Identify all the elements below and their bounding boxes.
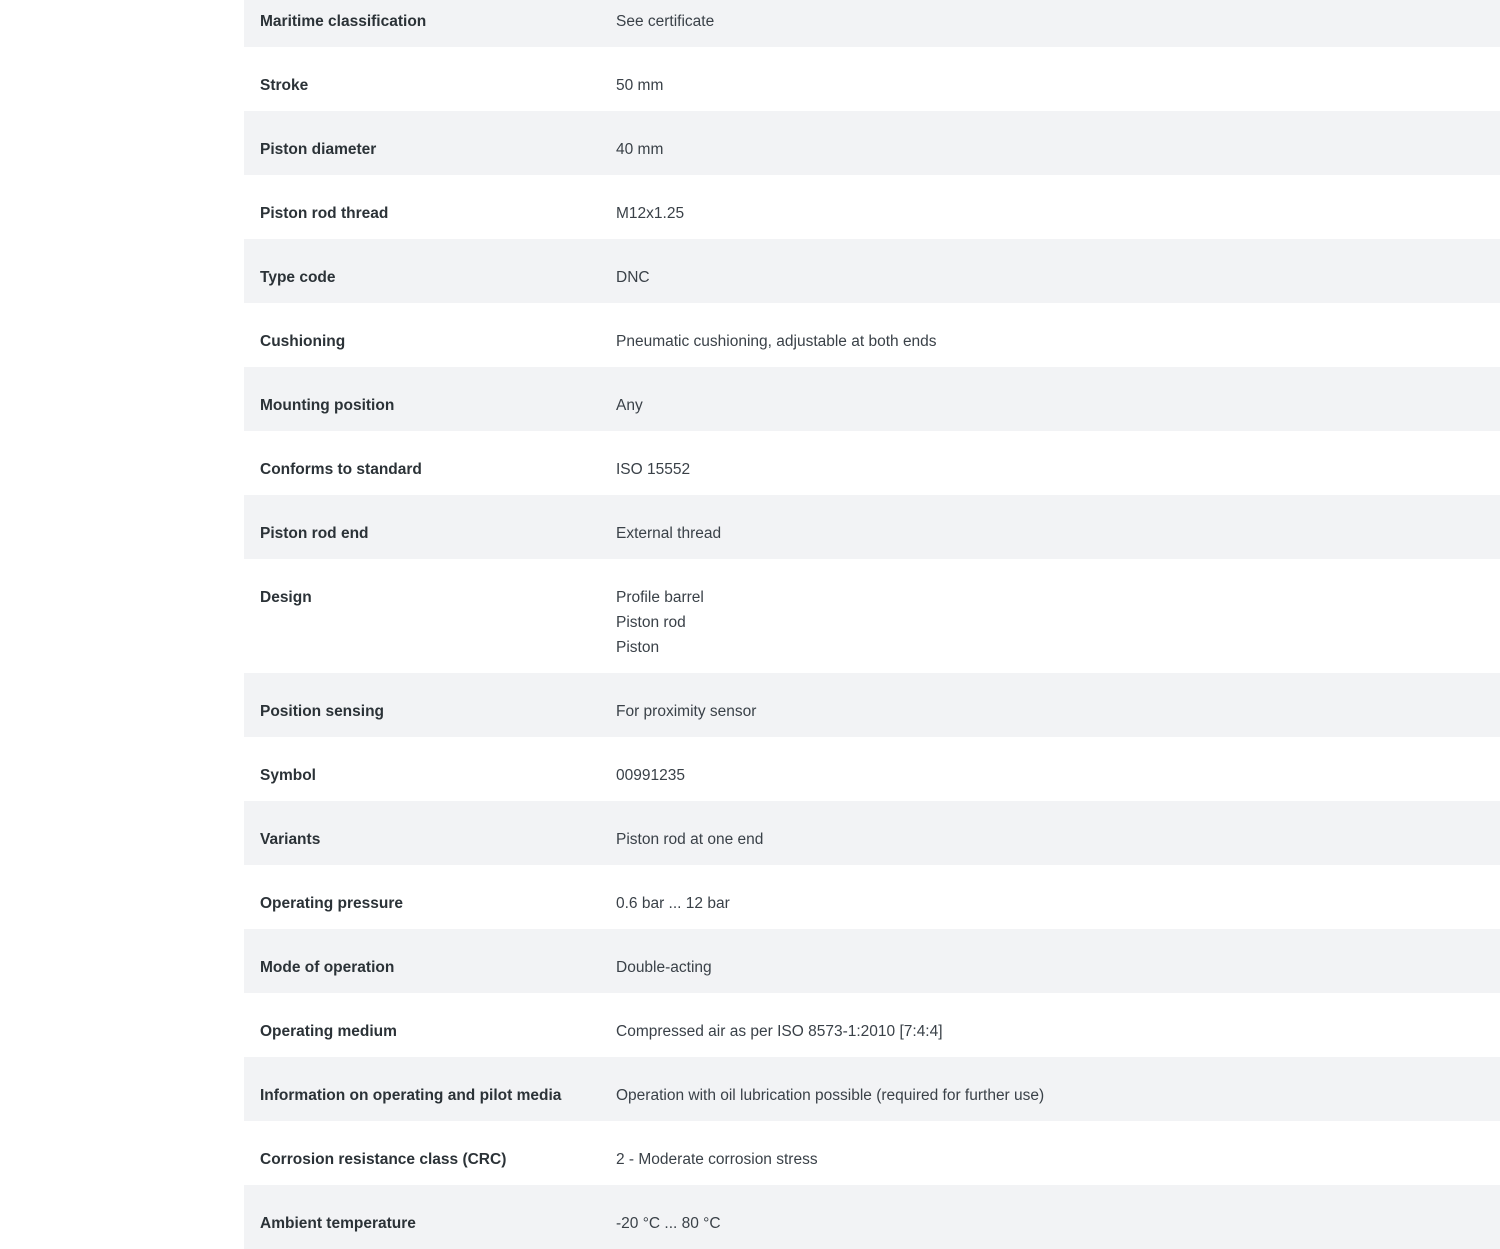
spec-value: Any bbox=[616, 397, 643, 414]
table-row bbox=[244, 865, 1500, 929]
spec-value: See certificate bbox=[616, 13, 715, 30]
spec-label: Piston rod thread bbox=[260, 205, 389, 222]
spec-label: Maritime classification bbox=[260, 13, 427, 30]
spec-label: Mode of operation bbox=[260, 959, 395, 976]
spec-value: DNC bbox=[616, 269, 650, 286]
spec-label: Operating pressure bbox=[260, 895, 403, 912]
table-row bbox=[244, 0, 1500, 47]
spec-label: Ambient temperature bbox=[260, 1215, 416, 1232]
table-row bbox=[244, 495, 1500, 559]
table-row bbox=[244, 303, 1500, 367]
spec-value: M12x1.25 bbox=[616, 205, 685, 222]
spec-value: -20 °C ... 80 °C bbox=[616, 1215, 721, 1232]
spec-label: Position sensing bbox=[260, 703, 385, 720]
table-row bbox=[244, 673, 1500, 737]
spec-label: Symbol bbox=[260, 767, 316, 784]
spec-value: External thread bbox=[616, 525, 722, 542]
spec-label: Piston diameter bbox=[260, 141, 377, 158]
spec-label: Variants bbox=[260, 831, 321, 848]
spec-value: Profile barrel Piston rod Piston bbox=[616, 589, 704, 656]
spec-label: Information on operating and pilot media bbox=[260, 1087, 562, 1104]
table-row bbox=[244, 239, 1500, 303]
table-row bbox=[244, 801, 1500, 865]
spec-label: Mounting position bbox=[260, 397, 395, 414]
spec-label: Conforms to standard bbox=[260, 461, 422, 478]
technical-data-table bbox=[244, 0, 1500, 1249]
spec-value: 50 mm bbox=[616, 77, 664, 94]
table-row bbox=[244, 737, 1500, 801]
spec-value: 2 - Moderate corrosion stress bbox=[616, 1151, 818, 1168]
table-row bbox=[244, 929, 1500, 993]
table-row bbox=[244, 559, 1500, 673]
table-row bbox=[244, 1057, 1500, 1121]
table-row bbox=[244, 111, 1500, 175]
spec-label: Cushioning bbox=[260, 333, 346, 350]
table-row bbox=[244, 175, 1500, 239]
spec-label: Type code bbox=[260, 269, 336, 286]
table-row bbox=[244, 367, 1500, 431]
spec-label: Stroke bbox=[260, 77, 309, 94]
spec-value: For proximity sensor bbox=[616, 703, 757, 720]
spec-value: 40 mm bbox=[616, 141, 664, 158]
spec-label: Design bbox=[260, 589, 312, 606]
spec-value: 0.6 bar ... 12 bar bbox=[616, 895, 730, 912]
spec-label: Corrosion resistance class (CRC) bbox=[260, 1151, 507, 1168]
table-row bbox=[244, 431, 1500, 495]
spec-value: Operation with oil lubrication possible (required for further use) bbox=[616, 1087, 1045, 1104]
table-row bbox=[244, 47, 1500, 111]
spec-value: 00991235 bbox=[616, 767, 685, 784]
spec-value: Pneumatic cushioning, adjustable at both ends bbox=[616, 333, 937, 350]
spec-value: Piston rod at one end bbox=[616, 831, 764, 848]
table-row bbox=[244, 1121, 1500, 1185]
spec-value: Double-acting bbox=[616, 959, 712, 976]
table-row bbox=[244, 993, 1500, 1057]
table-row bbox=[244, 1185, 1500, 1249]
spec-label: Piston rod end bbox=[260, 525, 369, 542]
spec-value: Compressed air as per ISO 8573-1:2010 [7:4:4] bbox=[616, 1023, 943, 1040]
spec-value: ISO 15552 bbox=[616, 461, 691, 478]
spec-label: Operating medium bbox=[260, 1023, 397, 1040]
